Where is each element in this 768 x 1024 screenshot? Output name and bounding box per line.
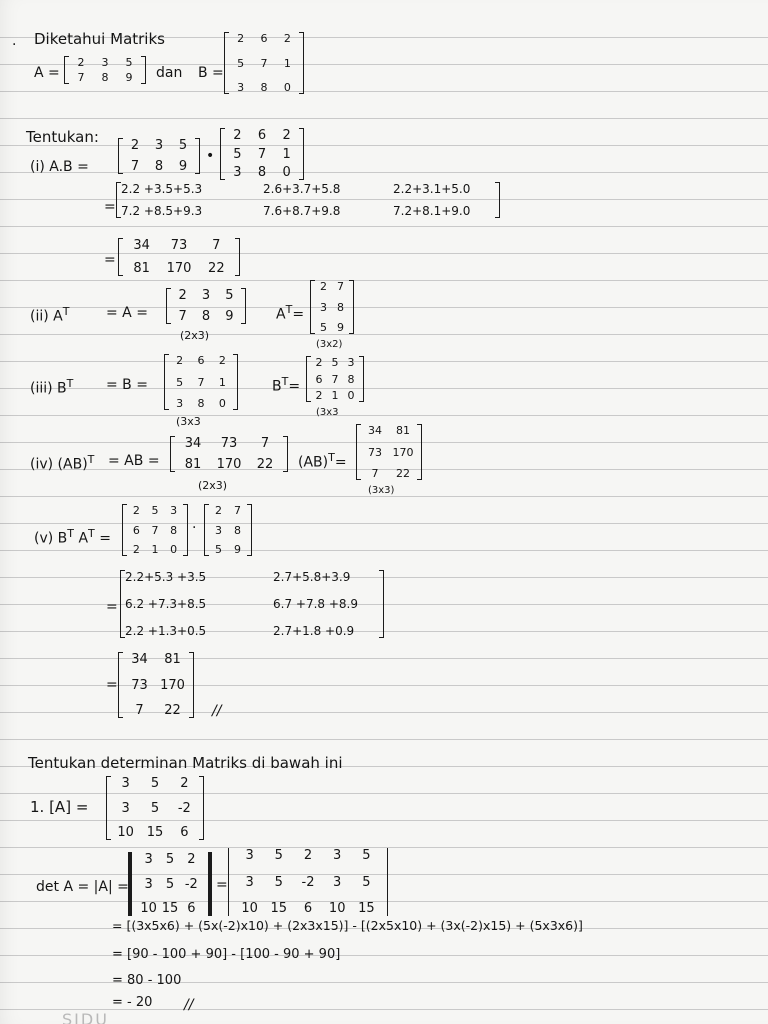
part1-matrix-b (220, 128, 304, 180)
matrix-cell: 5 (331, 356, 339, 369)
expansion-cell: 2.2+5.3 +3.5 (125, 570, 207, 584)
matrix-cell: 3 (320, 300, 327, 314)
part1-label: (i) A.B = (30, 159, 89, 175)
matrix-cell: 81 (184, 457, 202, 472)
matrix-cell: 73 (131, 677, 148, 693)
matrix-cell: 8 (154, 159, 164, 174)
matrix-cell: 3 (215, 523, 222, 537)
matrix-cell: 2 (320, 280, 327, 293)
matrix-cell: 73 (170, 238, 188, 253)
dimension-label: (3x2) (316, 339, 343, 350)
matrix-cell: 8 (101, 71, 109, 84)
matrix-cell: 7 (212, 238, 221, 253)
matrix-cell: 6 (187, 901, 196, 916)
matrix-cell: 5 (237, 56, 245, 70)
matrix-b-label: B = (198, 65, 224, 81)
matrix-cell: 2 (77, 56, 85, 69)
matrix-cell: 2 (315, 389, 323, 402)
eq-sign: = (106, 599, 118, 615)
expansion-cell: 2.7+1.8 +0.9 (273, 624, 355, 638)
matrix-cell: 8 (260, 81, 268, 94)
matrix-cell: 170 (216, 457, 242, 472)
part4-matrix-abt (356, 424, 422, 480)
dimension-label: (3x3 (176, 415, 201, 428)
expansion-cell: 6.2 +7.3+8.5 (125, 597, 207, 611)
matrix-cell: -2 (184, 876, 198, 892)
matrix-cell: 7 (197, 375, 205, 389)
matrix-cell: 3 (333, 848, 342, 863)
matrix-cell: 8 (257, 165, 267, 180)
matrix-cell: 3 (333, 874, 342, 890)
part3-matrix-bt (306, 356, 364, 402)
part1-expansion (116, 182, 500, 218)
matrix-cell: 7 (371, 467, 379, 480)
matrix-cell: 81 (164, 652, 181, 667)
eq-sign: = (104, 199, 116, 215)
matrix-cell: 5 (165, 852, 175, 867)
matrix-cell: 8 (197, 397, 205, 410)
part2-eq-a: = A = (106, 305, 148, 321)
matrix-cell: 2 (218, 354, 226, 367)
part2-matrix-a (166, 288, 246, 324)
matrix-cell: 2 (180, 776, 189, 791)
matrix-cell: 3 (121, 776, 130, 791)
matrix-cell: 8 (337, 300, 344, 314)
matrix-cell: 5 (274, 874, 283, 890)
matrix-cell: 2 (303, 848, 313, 863)
matrix-cell: 81 (133, 261, 150, 276)
matrix-cell: 2 (187, 852, 196, 867)
matrix-cell: 0 (218, 397, 226, 410)
matrix-cell: 22 (164, 703, 181, 718)
matrix-cell: 6 (303, 901, 313, 916)
matrix-cell: 10 (140, 901, 157, 916)
matrix-cell: 5 (215, 543, 222, 556)
matrix-cell: 8 (234, 523, 241, 537)
matrix-cell: 34 (131, 652, 148, 667)
matrix-cell: 2 (237, 32, 245, 45)
matrix-cell: 3 (245, 848, 254, 863)
matrix-cell: 8 (347, 372, 355, 386)
expansion-cell: 6.7 +7.8 +8.9 (273, 597, 358, 611)
matrix-cell: 1 (151, 543, 159, 556)
matrix-cell: 6 (180, 825, 189, 840)
expansion-cell: 2.2+3.1+5.0 (393, 182, 471, 196)
matrix-cell: 5 (125, 56, 133, 69)
matrix-cell: 170 (160, 677, 185, 693)
matrix-cell: 5 (150, 800, 160, 816)
matrix-cell: 34 (184, 436, 202, 451)
matrix-cell: 0 (170, 543, 178, 556)
det-bars (128, 852, 212, 916)
matrix-cell: 2 (233, 128, 242, 143)
part5-matrix-bt (122, 504, 188, 556)
matrix-cell: 34 (133, 238, 150, 253)
part4-label: (iv) (AB)$^T$ (30, 453, 95, 473)
matrix-cell: 8 (201, 309, 211, 324)
part5-result (118, 652, 194, 718)
matrix-a-label: A = (34, 65, 60, 81)
det-line-4: = - 20 (112, 995, 153, 1010)
part3-eq-b: = B = (106, 377, 148, 393)
matrix-cell: 3 (170, 504, 178, 517)
given-heading: Diketahui Matriks (34, 30, 165, 48)
matrix-cell: 5 (176, 375, 184, 389)
eq-sign: = (216, 877, 228, 893)
matrix-cell: 9 (125, 71, 133, 84)
part4-eq-ab: = AB = (108, 453, 160, 469)
det-line-3: = 80 - 100 (112, 973, 182, 988)
part4-matrix-ab (170, 436, 288, 472)
matrix-cell: 5 (165, 876, 175, 892)
det-line-2: = [90 - 100 + 90] - [100 - 90 + 90] (112, 947, 341, 962)
dimension-label: (3x3 (316, 407, 339, 418)
matrix-cell: 3 (201, 288, 211, 303)
matrix-cell: 10 (241, 901, 258, 916)
matrix-cell: 73 (220, 436, 238, 451)
matrix-cell: 15 (146, 825, 164, 840)
matrix-cell: 2 (130, 138, 140, 153)
multiply-dot: • (206, 148, 215, 164)
part2-at-label: $A^T=$ (276, 303, 305, 323)
bullet: . (12, 33, 17, 49)
sarrus-extension (228, 848, 388, 916)
matrix-cell: 7 (331, 372, 339, 386)
matrix-cell: 5 (178, 138, 188, 153)
matrix-cell: 81 (396, 424, 410, 437)
matrix-cell: 3 (154, 138, 164, 153)
part3-matrix-b (164, 354, 238, 410)
part4-abt-label: (AB)$^T$= (298, 451, 347, 471)
matrix-cell: 2 (282, 128, 291, 143)
part5-expansion (120, 570, 384, 638)
matrix-cell: 2 (315, 356, 323, 369)
matrix-cell: 10 (117, 825, 134, 840)
expansion-cell: 2.6+3.7+5.8 (263, 182, 341, 196)
matrix-cell: 3 (101, 56, 109, 69)
part5-label: (v) $B^T$ $A^T$ = (34, 527, 111, 547)
matrix-cell: 9 (337, 321, 344, 334)
tentukan-heading: Tentukan: (26, 128, 99, 146)
matrix-cell: 5 (150, 776, 160, 791)
matrix-cell: 5 (225, 288, 234, 303)
dan-text: dan (156, 65, 183, 81)
det-matrix (106, 776, 204, 840)
matrix-cell: 2 (132, 504, 140, 517)
matrix-cell: 7 (337, 280, 344, 293)
matrix-cell: 3 (144, 876, 153, 892)
matrix-cell: 3 (176, 397, 184, 410)
matrix-cell: -2 (301, 874, 315, 890)
matrix-cell: 170 (392, 445, 414, 459)
matrix-cell: 3 (245, 874, 254, 890)
eq-sign: = (104, 252, 116, 268)
matrix-cell: 1 (218, 375, 226, 389)
matrix-cell: 7 (260, 56, 268, 70)
det-line-1: = [(3x5x6) + (5x(-2)x10) + (2x3x15)] - [(2x5x10) + (3x(-2)x15) + (5x3x6)] (112, 918, 583, 933)
matrix-cell: 34 (368, 424, 382, 437)
matrix-cell: 15 (270, 901, 288, 916)
expansion-cell: 7.2+8.1+9.0 (393, 204, 471, 218)
matrix-cell: 15 (161, 901, 179, 916)
matrix-cell: 5 (320, 321, 327, 334)
matrix-cell: 7 (260, 436, 270, 451)
matrix-cell: 2 (176, 354, 184, 367)
matrix-cell: 10 (328, 901, 346, 916)
part5-matrix-at (204, 504, 252, 556)
matrix-cell: 6 (260, 32, 268, 45)
dimension-label: (3x3) (368, 485, 395, 496)
det-label: det A = |A| = (36, 879, 129, 895)
matrix-cell: 3 (233, 165, 242, 180)
end-mark: // (184, 997, 194, 1013)
det-matrix-label: 1. [A] = (30, 798, 89, 816)
matrix-cell: 22 (208, 261, 225, 276)
matrix-cell: 2 (283, 32, 291, 45)
matrix-cell: 6 (132, 523, 140, 537)
matrix-cell: 7 (178, 309, 187, 324)
notebook-brand-stamp: SIDU (62, 1010, 109, 1024)
matrix-b (224, 32, 304, 94)
matrix-cell: 22 (396, 467, 410, 480)
matrix-cell: 6 (257, 128, 267, 143)
matrix-cell: 22 (256, 457, 274, 472)
expansion-cell: 7.6+8.7+9.8 (263, 204, 341, 218)
matrix-cell: 9 (234, 543, 241, 556)
matrix-cell: 5 (233, 146, 242, 162)
matrix-cell: 7 (151, 523, 159, 537)
matrix-cell: 7 (77, 71, 85, 84)
multiply-dot: · (192, 520, 197, 536)
part3-label: (iii) $B^T$ (30, 377, 74, 397)
matrix-cell: 3 (347, 356, 355, 369)
matrix-cell: 1 (282, 146, 291, 162)
part2-label: (ii) $A^T$ (30, 305, 70, 325)
part1-result (118, 238, 240, 276)
matrix-cell: 5 (362, 874, 371, 890)
matrix-a (64, 56, 146, 84)
dimension-label: (2x3) (198, 479, 228, 492)
matrix-cell: -2 (177, 800, 191, 816)
matrix-cell: 9 (225, 309, 234, 324)
matrix-cell: 1 (283, 56, 291, 70)
matrix-cell: 9 (178, 159, 188, 174)
matrix-cell: 2 (215, 504, 222, 517)
matrix-cell: 170 (166, 261, 192, 276)
det-heading: Tentukan determinan Matriks di bawah ini (28, 754, 343, 772)
matrix-cell: 6 (197, 354, 205, 367)
matrix-cell: 6 (315, 372, 323, 386)
matrix-cell: 2 (178, 288, 187, 303)
end-mark: // (212, 703, 222, 719)
matrix-cell: 73 (368, 445, 382, 459)
matrix-cell: 0 (283, 81, 291, 94)
part1-matrix-a (118, 138, 200, 174)
matrix-cell: 1 (331, 389, 339, 402)
matrix-cell: 3 (144, 852, 153, 867)
expansion-cell: 2.2 +3.5+5.3 (121, 182, 203, 196)
matrix-cell: 7 (234, 504, 241, 517)
matrix-cell: 2 (132, 543, 140, 556)
matrix-cell: 5 (362, 848, 371, 863)
matrix-cell: 0 (347, 389, 355, 402)
matrix-cell: 3 (121, 800, 130, 816)
matrix-cell: 7 (135, 703, 144, 718)
matrix-cell: 7 (257, 146, 267, 162)
part3-bt-label: $B^T=$ (272, 375, 301, 395)
matrix-cell: 5 (274, 848, 283, 863)
matrix-cell: 8 (170, 523, 178, 537)
eq-sign: = (106, 677, 118, 693)
part2-matrix-at (310, 280, 354, 334)
matrix-cell: 5 (151, 504, 159, 517)
matrix-cell: 3 (237, 81, 245, 94)
expansion-cell: 2.2 +1.3+0.5 (125, 624, 207, 638)
matrix-cell: 7 (130, 159, 140, 174)
matrix-cell: 15 (358, 901, 375, 916)
expansion-cell: 7.2 +8.5+9.3 (121, 204, 203, 218)
expansion-cell: 2.7+5.8+3.9 (273, 570, 351, 584)
matrix-cell: 0 (282, 165, 291, 180)
dimension-label: (2x3) (180, 329, 210, 342)
